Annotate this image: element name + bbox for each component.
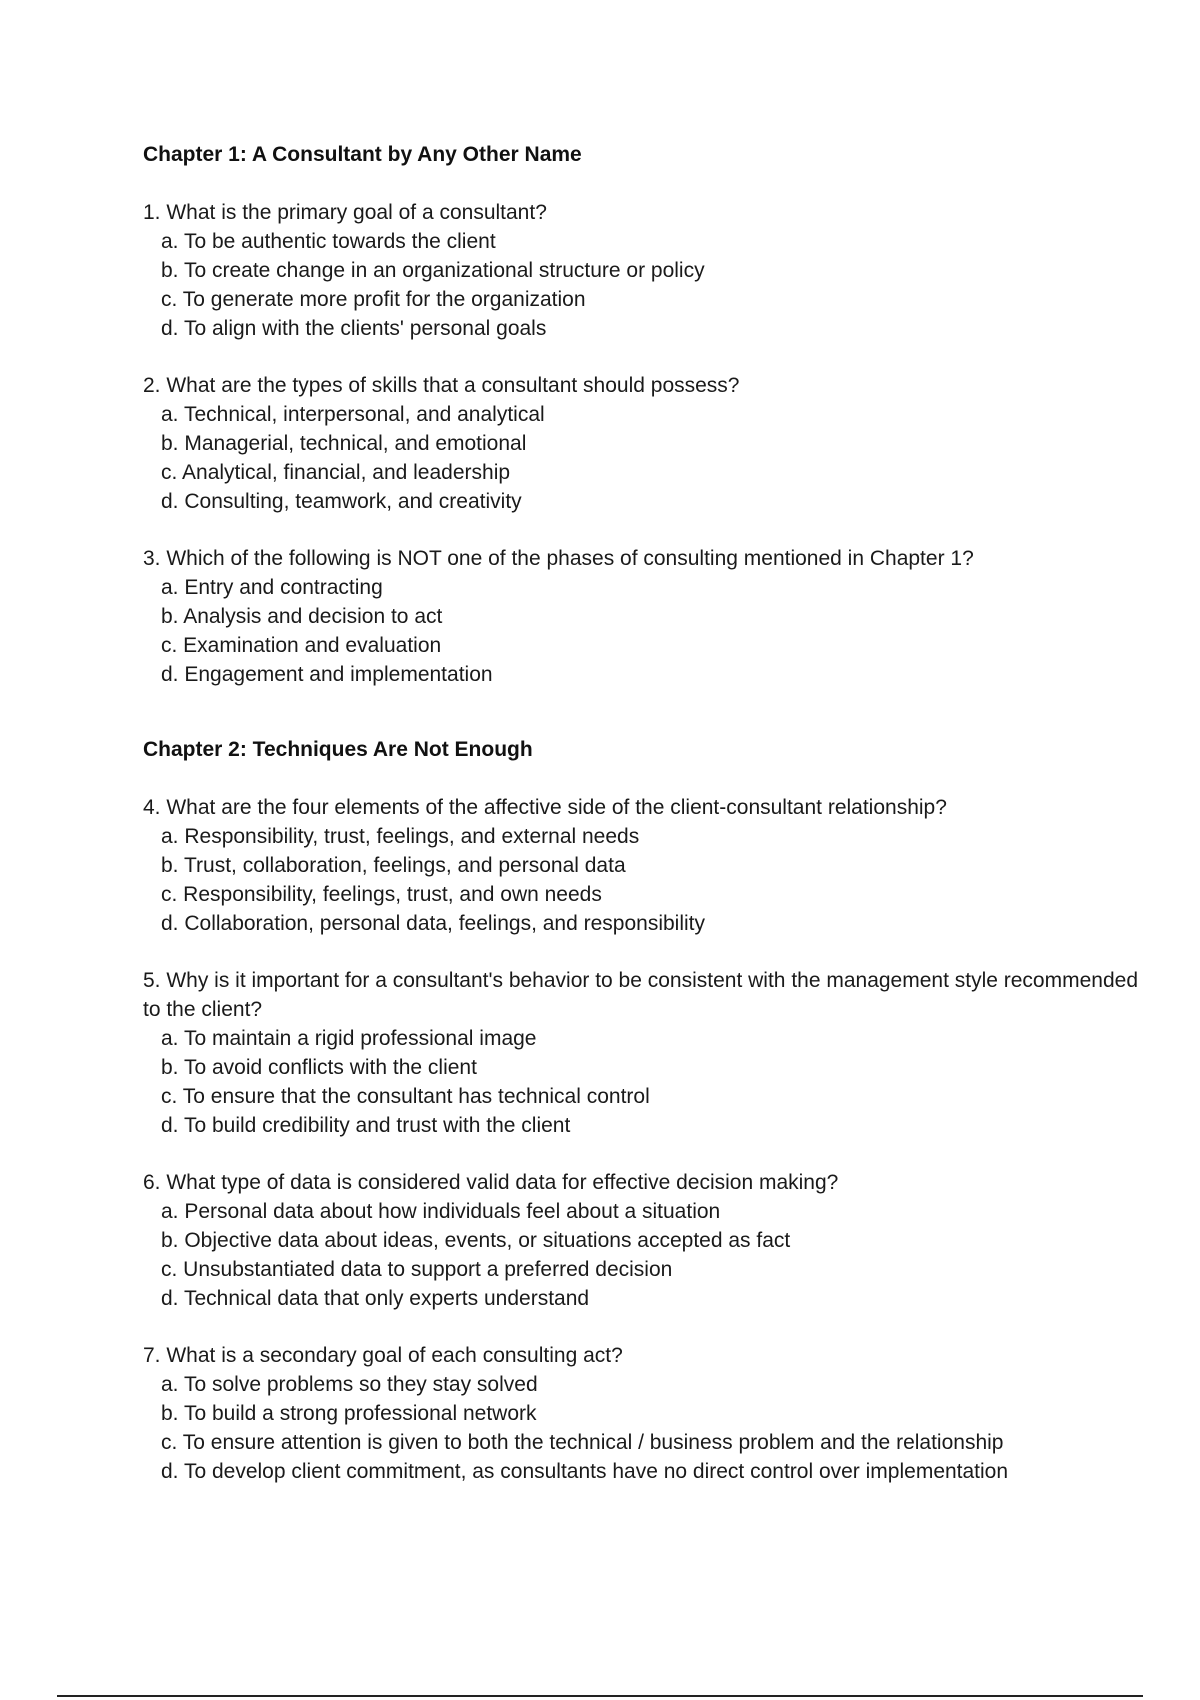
question-text: 2. What are the types of skills that a consultant should possess? xyxy=(143,374,740,397)
answer-option-a: a. Responsibility, trust, feelings, and external needs xyxy=(161,825,640,848)
answer-option-d: d. Consulting, teamwork, and creativity xyxy=(161,490,522,513)
question-5 xyxy=(143,966,1143,1140)
answer-option-c: c. To generate more profit for the organization xyxy=(161,288,586,311)
answer-options xyxy=(143,822,1143,938)
answer-option-b: b. Trust, collaboration, feelings, and personal data xyxy=(161,854,626,877)
chapter-title: Chapter 2: Techniques Are Not Enough xyxy=(143,738,533,761)
answer-option-a: a. To maintain a rigid professional image xyxy=(161,1027,537,1050)
question-text: 1. What is the primary goal of a consultant? xyxy=(143,201,547,224)
answer-option-c: c. To ensure attention is given to both the technical / business problem and the relationship xyxy=(161,1431,1004,1454)
answer-option-a: a. Personal data about how individuals feel about a situation xyxy=(161,1200,721,1223)
question-text: 7. What is a secondary goal of each consulting act? xyxy=(143,1344,623,1367)
question-text: 4. What are the four elements of the affective side of the client-consultant relationship? xyxy=(143,796,947,819)
answer-option-d: d. To develop client commitment, as consultants have no direct control over implementation xyxy=(161,1460,1009,1483)
answer-option-c: c. Examination and evaluation xyxy=(161,634,442,657)
answer-option-b: b. Managerial, technical, and emotional xyxy=(161,432,527,455)
page-bottom-divider xyxy=(57,1695,1143,1697)
answer-options xyxy=(143,400,1143,516)
answer-option-a: a. To solve problems so they stay solved xyxy=(161,1373,538,1396)
answer-option-a: a. To be authentic towards the client xyxy=(161,230,496,253)
answer-option-b: b. Analysis and decision to act xyxy=(161,605,443,628)
chapter-title: Chapter 1: A Consultant by Any Other Name xyxy=(143,143,582,166)
answer-option-b: b. To build a strong professional network xyxy=(161,1402,537,1425)
question-1 xyxy=(143,198,1143,343)
answer-option-b: b. To avoid conflicts with the client xyxy=(161,1056,477,1079)
answer-option-d: d. Technical data that only experts understand xyxy=(161,1287,590,1310)
question-3 xyxy=(143,544,1143,689)
answer-option-d: d. To build credibility and trust with the client xyxy=(161,1114,571,1137)
answer-option-a: a. Technical, interpersonal, and analytical xyxy=(161,403,545,426)
question-text: 5. Why is it important for a consultant's behavior to be consistent with the management style recommended to the client? xyxy=(143,969,1138,1021)
answer-options xyxy=(143,227,1143,343)
question-text: 3. Which of the following is NOT one of the phases of consulting mentioned in Chapter 1? xyxy=(143,547,974,570)
answer-options xyxy=(143,1197,1143,1313)
question-2 xyxy=(143,371,1143,516)
question-6 xyxy=(143,1168,1143,1313)
answer-option-c: c. To ensure that the consultant has technical control xyxy=(161,1085,650,1108)
chapter-1-section xyxy=(143,140,1143,689)
answer-option-c: c. Unsubstantiated data to support a preferred decision xyxy=(161,1258,673,1281)
question-7 xyxy=(143,1341,1143,1486)
answer-option-d: d. Engagement and implementation xyxy=(161,663,493,686)
chapter-2-section xyxy=(143,735,1143,1486)
answer-option-d: d. Collaboration, personal data, feelings, and responsibility xyxy=(161,912,706,935)
answer-option-d: d. To align with the clients' personal goals xyxy=(161,317,547,340)
answer-option-c: c. Responsibility, feelings, trust, and own needs xyxy=(161,883,602,906)
answer-options xyxy=(143,1024,1143,1140)
question-text: 6. What type of data is considered valid data for effective decision making? xyxy=(143,1171,839,1194)
answer-options xyxy=(143,1370,1143,1486)
document-content xyxy=(143,140,1143,1486)
answer-option-b: b. To create change in an organizational structure or policy xyxy=(161,259,705,282)
question-4 xyxy=(143,793,1143,938)
answer-options xyxy=(143,573,1143,689)
answer-option-b: b. Objective data about ideas, events, or situations accepted as fact xyxy=(161,1229,791,1252)
answer-option-c: c. Analytical, financial, and leadership xyxy=(161,461,511,484)
answer-option-a: a. Entry and contracting xyxy=(161,576,383,599)
